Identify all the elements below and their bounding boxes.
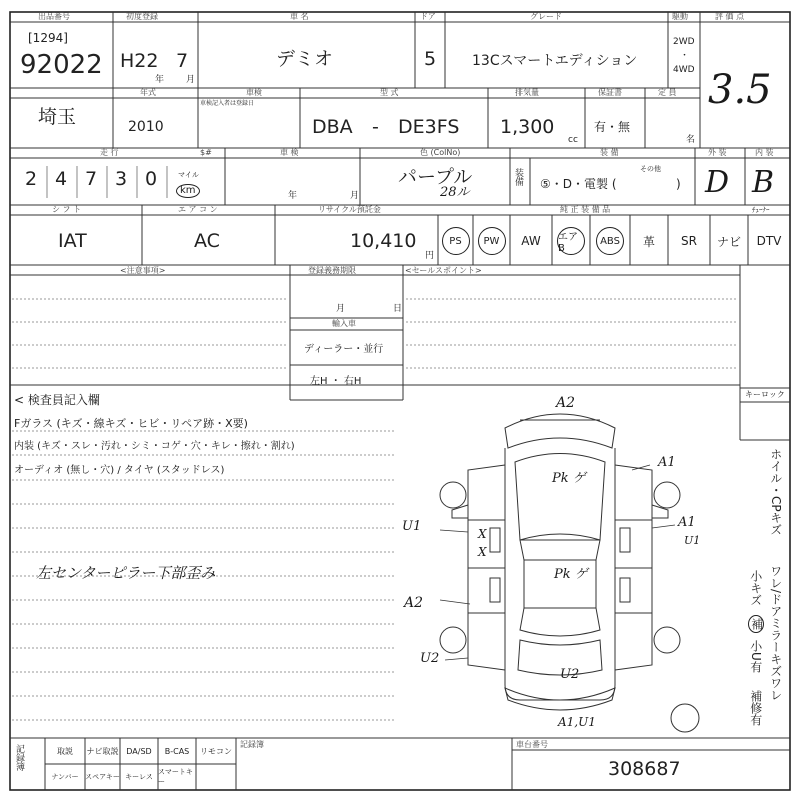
color-value: パープル (398, 166, 473, 188)
exterior-score: D (705, 165, 730, 200)
first-reg-month: 7 (176, 50, 189, 72)
color-label: 色 (ColNo) (420, 148, 461, 157)
mileage-digit: 0 (145, 168, 158, 190)
insp-month-unit: 月 (350, 191, 360, 201)
capacity-unit: 名 (686, 135, 696, 145)
equipment-close: ) (676, 177, 681, 191)
footer-item: DA/SD (126, 746, 152, 756)
option-pw: PW (478, 227, 506, 255)
sidebar-col1: ホイル・CPキズ (768, 448, 783, 536)
import-steer: 左H ・ 右H (310, 376, 362, 387)
option-dtv: DTV (756, 234, 782, 248)
capacity-label: 定 員 (658, 88, 677, 97)
option-革: 革 (642, 234, 655, 249)
drive-label: 駆動 (672, 12, 688, 21)
equipment-header: 装 備 (600, 148, 619, 157)
model-year: 2010 (128, 119, 164, 135)
inspector-label: < 検査員記入欄 (14, 393, 100, 407)
reg-month-unit: 月 (336, 304, 346, 314)
region-value: 埼玉 (38, 106, 77, 128)
option-ps: PS (442, 227, 470, 255)
interior-label: 内 装 (755, 148, 774, 157)
mileage-unit-mile: マイル (178, 171, 199, 179)
import-label: 輸入車 (332, 319, 356, 328)
color-code: 28ル (440, 185, 470, 200)
yen-unit: 円 (425, 251, 435, 261)
month-unit: 月 (186, 75, 196, 85)
insp-year-unit: 年 (288, 191, 298, 201)
record-label: 記録簿 (14, 744, 24, 771)
drive-dot: ・ (680, 51, 690, 61)
audio-line: オーディオ (無し・穴) / タイヤ (スタッドレス) (14, 465, 225, 476)
diag-pakage-top: Pk ゲ (552, 471, 586, 486)
year-unit: 年 (155, 75, 165, 85)
frame-number: 308687 (608, 758, 681, 780)
exterior-label: 外 装 (708, 148, 727, 157)
import-dealer: ディーラー・並行 (304, 344, 384, 355)
glass-line: Fガラス (キズ・線キズ・ヒビ・リペア跡・X要) (14, 417, 248, 430)
diag-a2-top: A2 (556, 395, 576, 411)
warranty-label: 保証書 (598, 88, 622, 97)
diag-u2-bottom: U2 (560, 667, 580, 682)
reg-day-unit: 日 (393, 304, 403, 314)
diag-a1u1-bottom: A1,U1 (558, 715, 596, 729)
option-ナビ: ナビ (716, 234, 741, 249)
option-エアb: エアB (557, 227, 585, 255)
sidebar-col3: 小U有 (748, 640, 763, 673)
model-prefix: DBA (312, 116, 353, 138)
inspector-note: 左センターピラー下部歪み (36, 564, 216, 582)
diag-a1-right2: A1 (678, 515, 696, 530)
cc-unit: cc (568, 135, 578, 145)
footer-item: キーレス (125, 773, 153, 781)
year-label: 年式 (140, 88, 156, 97)
footer-item: スペアキー (85, 773, 120, 781)
equipment-side-label: 装備 (513, 168, 523, 186)
sidebar-col2b: 補 (748, 615, 764, 633)
interior-line: 内装 (キズ・スレ・汚れ・シミ・コゲ・穴・キレ・擦れ・割れ) (14, 441, 295, 452)
mileage-digit: 2 (25, 168, 38, 190)
grade-label: グレード (530, 12, 562, 21)
model-label: 型 式 (380, 88, 399, 97)
doors-label: ドア (420, 12, 436, 21)
recycle-fee: 10,410 (350, 230, 417, 252)
inspection-note: 車検記入者は登録日 (200, 100, 255, 107)
tuner-label: ﾁｭｰﾅｰ (752, 206, 770, 214)
option-aw: AW (521, 234, 541, 248)
first-reg-label: 初度登録 (126, 12, 158, 21)
aircon-label: エ ア コ ン (178, 205, 218, 214)
footer-item: リモコン (200, 746, 232, 756)
inspection-label: 車検 (246, 88, 262, 97)
interior-score: B (752, 165, 775, 200)
lot-code: [1294] (28, 31, 68, 45)
footer-item: 取説 (57, 746, 73, 756)
record-label-2: 記録簿 (240, 740, 264, 749)
lot-number: 92022 (20, 50, 103, 80)
lot-label: 出品番号 (38, 12, 70, 21)
mileage-digit: 7 (85, 168, 98, 190)
mileage-digit: 4 (55, 168, 68, 190)
footer-item: ナビ取説 (86, 746, 119, 756)
sidebar-col1b: ワレ/ドアミラーキズワレ (768, 565, 783, 702)
frame-label: 車台番号 (516, 740, 548, 749)
shift-value: IAT (58, 230, 87, 252)
option-abs: ABS (596, 227, 624, 255)
diag-a1-right: A1 (658, 455, 676, 470)
car-name: デミオ (276, 48, 334, 70)
sidebar-col2: 小キズ (748, 570, 763, 606)
diag-u1-right: U1 (684, 534, 701, 547)
warranty-value: 有・無 (594, 120, 631, 134)
score-label: 評 価 点 (715, 12, 745, 21)
options-label: 純 正 装 備 品 (560, 205, 611, 214)
model-dash: - (372, 116, 379, 138)
doors-value: 5 (424, 48, 437, 70)
grade-value: 13Cスマートエディション (472, 53, 638, 69)
equipment-other: その他 (640, 165, 661, 173)
equipment-value: ⑤・D・電製 ( (540, 177, 617, 191)
score-value: 3.5 (708, 67, 772, 113)
diag-x2: X (478, 545, 487, 559)
shift-label: シ フ ト (52, 205, 82, 214)
mileage-unit-km: km (176, 184, 200, 198)
first-reg-era-year: H22 (120, 50, 159, 72)
mileage-digit: 3 (115, 168, 128, 190)
registration-deadline-label: 登録義務期限 (308, 266, 356, 275)
model-code: DE3FS (398, 116, 460, 138)
footer-item: B-CAS (164, 746, 190, 756)
diag-pakage-mid: Pk ゲ (554, 567, 588, 582)
mileage-label: 走 行 (100, 148, 119, 157)
sales-points-label: <セールスポイント> (405, 266, 482, 275)
diag-u2-left: U2 (420, 651, 440, 666)
footer-item: スマートキー (158, 768, 193, 786)
diag-a2-left: A2 (404, 595, 424, 611)
displacement-label: 排気量 (515, 88, 539, 97)
meter-change-label: $# (200, 148, 212, 157)
sidebar-col4: 補修有 (748, 690, 763, 726)
footer-item: ナンバー (51, 773, 79, 781)
notes-label: <注意事項> (120, 266, 166, 275)
key-label: キーロック (745, 390, 785, 399)
option-sr: SR (681, 234, 697, 248)
displacement-value: 1,300 (500, 116, 555, 138)
aircon-value: AC (194, 230, 220, 252)
drive-2wd: 2WD (673, 37, 695, 47)
diag-u1-left: U1 (402, 519, 422, 534)
inspection2-label: 車 検 (280, 148, 299, 157)
car-name-label: 車 名 (290, 12, 309, 21)
recycle-label: リサイクル預託金 (318, 205, 381, 214)
diag-x1: X (478, 527, 487, 541)
drive-4wd: 4WD (673, 65, 695, 75)
